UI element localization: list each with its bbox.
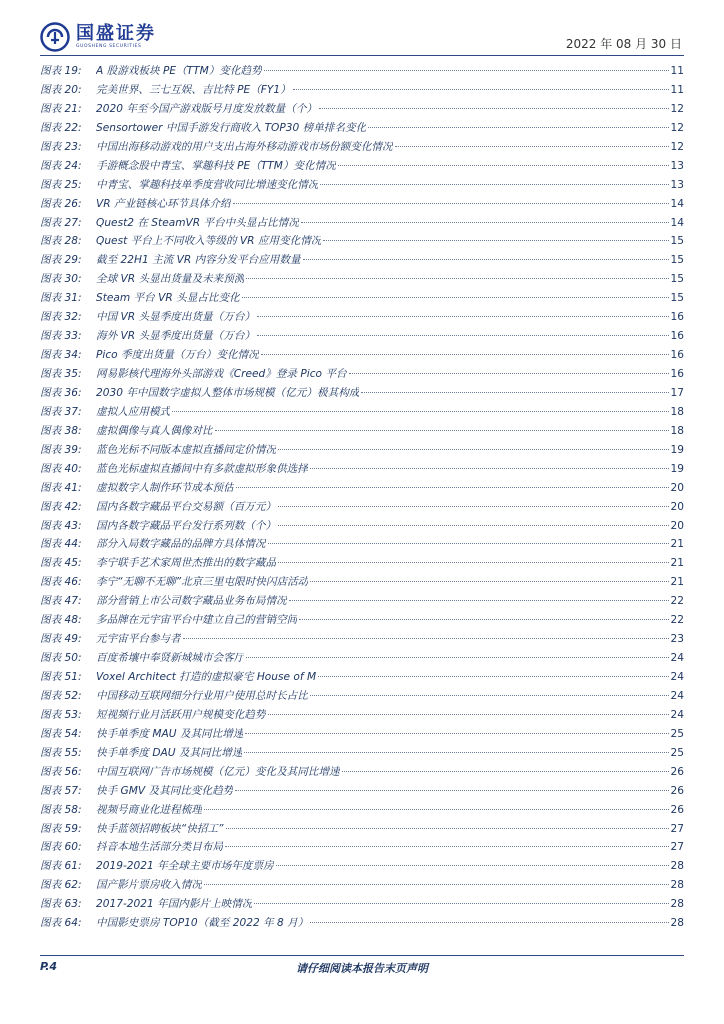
- toc-entry[interactable]: [40, 611, 684, 630]
- toc-entry-label: 图表 56:: [40, 765, 82, 778]
- toc-dot-leader: [303, 259, 669, 260]
- toc-entry-label: 图表 27:: [40, 216, 82, 229]
- toc-entry[interactable]: [40, 820, 684, 839]
- toc-entry-label: 图表 63:: [40, 898, 82, 911]
- toc-dot-leader: [242, 297, 669, 298]
- header-divider: [40, 55, 684, 56]
- toc-entry[interactable]: [40, 100, 684, 119]
- toc-dot-leader: [268, 543, 669, 544]
- toc-entry[interactable]: [40, 668, 684, 687]
- toc-dot-leader: [226, 828, 669, 829]
- toc-dot-leader: [323, 240, 668, 241]
- toc-entry-label: 图表 39:: [40, 443, 82, 456]
- toc-entry[interactable]: [40, 384, 684, 403]
- toc-entry-page: 28: [670, 898, 684, 911]
- toc-entry-page: 16: [670, 330, 684, 343]
- toc-entry-page: 24: [670, 708, 684, 721]
- toc-entry-title: 快手单季度 MAU 及其同比增速: [96, 727, 244, 740]
- toc-entry-title: 蓝色光标虚拟直播间中有多款虚拟形象供选择: [96, 462, 308, 475]
- toc-entry-title: 中国影史票房 TOP10（截至 2022 年 8 月）: [96, 917, 309, 930]
- toc-entry-page: 18: [670, 424, 684, 437]
- toc-entry-page: 25: [670, 746, 684, 759]
- toc-entry[interactable]: [40, 308, 684, 327]
- toc-entry[interactable]: [40, 517, 684, 536]
- toc-entry-label: 图表 24:: [40, 159, 82, 172]
- toc-entry-page: 16: [670, 349, 684, 362]
- toc-entry-page: 17: [670, 386, 684, 399]
- toc-dot-leader: [246, 657, 668, 658]
- figure-index-list: [40, 62, 684, 933]
- toc-entry[interactable]: [40, 195, 684, 214]
- toc-entry-label: 图表 36:: [40, 386, 82, 399]
- toc-entry[interactable]: [40, 157, 684, 176]
- toc-entry-title: 视频号商业化进程梳理: [96, 803, 202, 816]
- toc-dot-leader: [278, 506, 668, 507]
- page-header: [0, 0, 724, 60]
- toc-entry-title: 2020 年至今国产游戏版号月度发放数量（个）: [96, 102, 318, 115]
- toc-entry-label: 图表 47:: [40, 595, 82, 608]
- toc-entry-title: Voxel Architect 打造的虚拟豪宅 House of M: [96, 671, 317, 683]
- toc-entry-page: 15: [670, 273, 684, 286]
- toc-entry[interactable]: [40, 176, 684, 195]
- toc-entry-page: 12: [670, 121, 684, 134]
- toc-dot-leader: [319, 108, 669, 109]
- toc-entry-title: 快手单季度 DAU 及其同比增速: [96, 746, 243, 759]
- toc-entry-label: 图表 50:: [40, 652, 82, 665]
- toc-dot-leader: [204, 884, 669, 885]
- toc-dot-leader: [310, 581, 668, 582]
- toc-entry[interactable]: [40, 119, 684, 138]
- toc-dot-leader: [245, 733, 668, 734]
- toc-entry[interactable]: [40, 289, 684, 308]
- toc-dot-leader: [254, 903, 668, 904]
- toc-entry-page: 15: [670, 235, 684, 248]
- toc-dot-leader: [183, 638, 669, 639]
- toc-entry-page: 15: [670, 292, 684, 305]
- toc-entry-label: 图表 58:: [40, 803, 82, 816]
- toc-dot-leader: [246, 278, 668, 279]
- toc-entry-page: 12: [670, 140, 684, 153]
- toc-entry[interactable]: [40, 327, 684, 346]
- toc-entry[interactable]: [40, 422, 684, 441]
- toc-dot-leader: [342, 771, 669, 772]
- toc-dot-leader: [264, 70, 669, 71]
- toc-entry-label: 图表 31:: [40, 292, 82, 305]
- toc-entry-label: 图表 57:: [40, 784, 82, 797]
- toc-entry-label: 图表 21:: [40, 102, 82, 115]
- toc-entry-title: 元宇宙平台参与者: [96, 633, 181, 646]
- toc-dot-leader: [233, 203, 669, 204]
- toc-entry-label: 图表 54:: [40, 727, 82, 740]
- toc-dot-leader: [310, 468, 669, 469]
- toc-entry-label: 图表 44:: [40, 538, 82, 551]
- toc-entry-label: 图表 26:: [40, 197, 82, 210]
- toc-dot-leader: [172, 411, 668, 412]
- toc-dot-leader: [299, 619, 668, 620]
- toc-entry-title: 全球 VR 头显出货量及未来预测: [96, 273, 245, 286]
- toc-dot-leader: [338, 165, 669, 166]
- toc-entry-page: 26: [670, 803, 684, 816]
- toc-entry-label: 图表 64:: [40, 917, 82, 930]
- toc-entry-page: 22: [670, 614, 684, 627]
- toc-entry-title: 2017-2021 年国内影片上映情况: [96, 898, 253, 911]
- toc-entry-title: 部分营销上市公司数字藏品业务布局情况: [96, 595, 287, 608]
- toc-dot-leader: [368, 127, 668, 128]
- toc-entry-title: 完美世界、三七互娱、吉比特 PE（FY1）: [96, 83, 291, 96]
- toc-entry-title: 虚拟数字人制作环节成本预估: [96, 481, 234, 494]
- toc-entry-title: 截至 22H1 主流 VR 内容分发平台应用数量: [96, 254, 301, 267]
- toc-entry-label: 图表 19:: [40, 65, 82, 77]
- toc-entry[interactable]: [40, 365, 684, 384]
- toc-entry-title: 百度希壤中奉贤新城城市会客厅: [96, 652, 245, 665]
- toc-entry-label: 图表 20:: [40, 83, 82, 96]
- toc-entry-page: 27: [670, 822, 684, 835]
- toc-entry-title: Quest 平台上不同收入等级的 VR 应用变化情况: [96, 235, 322, 248]
- toc-entry-page: 14: [670, 216, 684, 229]
- toc-entry-page: 18: [670, 405, 684, 418]
- toc-entry-title: Pico 季度出货量（万台）变化情况: [96, 349, 259, 362]
- toc-entry-page: 14: [670, 197, 684, 210]
- footer-divider: [40, 955, 684, 956]
- toc-entry-label: 图表 38:: [40, 424, 82, 437]
- toc-entry-page: 23: [670, 633, 684, 646]
- toc-entry-title: A 股游戏板块 PE（TTM）变化趋势: [96, 65, 262, 77]
- brand-name: 国盛证券: [76, 23, 156, 44]
- toc-entry-title: 短视频行业月活跃用户规模变化趋势: [96, 708, 266, 721]
- toc-entry-page: 16: [670, 311, 684, 324]
- toc-entry[interactable]: [40, 460, 684, 479]
- toc-entry-page: 26: [670, 784, 684, 797]
- toc-entry-page: 24: [670, 671, 684, 683]
- brand-logo: [40, 22, 156, 52]
- toc-entry-page: 27: [670, 841, 684, 854]
- toc-entry-page: 11: [670, 83, 684, 96]
- toc-entry-page: 11: [670, 65, 684, 77]
- toc-entry-page: 12: [670, 102, 684, 115]
- toc-entry-title: 中国出海移动游戏的用户支出占海外移动游戏市场份额变化情况: [96, 140, 393, 153]
- toc-entry-page: 28: [670, 917, 684, 930]
- toc-entry-label: 图表 52:: [40, 689, 82, 702]
- toc-entry-title: 虚拟人应用模式: [96, 405, 171, 418]
- toc-dot-leader: [278, 562, 668, 563]
- toc-entry-label: 图表 40:: [40, 462, 82, 475]
- toc-dot-leader: [261, 354, 669, 355]
- toc-entry[interactable]: [40, 251, 684, 270]
- toc-entry[interactable]: [40, 725, 684, 744]
- toc-entry-page: 28: [670, 879, 684, 892]
- toc-entry-title: 李宁联手艺术家周世杰推出的数字藏品: [96, 557, 277, 570]
- toc-entry-label: 图表 46:: [40, 576, 82, 589]
- toc-entry-title: 国内各数字藏品平台发行系列数（个）: [96, 519, 277, 532]
- toc-entry[interactable]: [40, 270, 684, 289]
- toc-entry-label: 图表 62:: [40, 879, 82, 892]
- toc-entry-title: 蓝色光标不同版本虚拟直播间定价情况: [96, 443, 277, 456]
- toc-entry[interactable]: [40, 554, 684, 573]
- toc-entry-page: 20: [670, 481, 684, 494]
- report-date: 2022 年 08 月 30 日: [565, 37, 682, 51]
- toc-entry[interactable]: [40, 81, 684, 100]
- footer-disclaimer: 请仔细阅读本报告末页声明: [296, 962, 428, 975]
- toc-entry-title: VR 产业链核心环节具体介绍: [96, 197, 231, 210]
- toc-entry[interactable]: [40, 138, 684, 157]
- toc-dot-leader: [215, 430, 669, 431]
- toc-entry-label: 图表 32:: [40, 311, 82, 324]
- toc-entry-title: 中国互联网广告市场规模（亿元）变化及其同比增速: [96, 765, 340, 778]
- toc-entry[interactable]: [40, 232, 684, 251]
- toc-entry-page: 13: [670, 178, 684, 191]
- toc-entry-label: 图表 25:: [40, 178, 82, 191]
- toc-entry-label: 图表 51:: [40, 671, 82, 683]
- toc-entry-label: 图表 59:: [40, 822, 82, 835]
- toc-entry-label: 图表 42:: [40, 500, 82, 513]
- toc-dot-leader: [225, 846, 668, 847]
- toc-entry-title: 多品牌在元宇宙平台中建立自己的营销空间: [96, 614, 298, 627]
- toc-entry-label: 图表 43:: [40, 519, 82, 532]
- toc-entry-title: 网易影核代理海外头部游戏《Creed》登录 Pico 平台: [96, 368, 347, 380]
- toc-entry-title: 中国 VR 头显季度出货量（万台）: [96, 311, 256, 324]
- toc-entry[interactable]: [40, 62, 684, 81]
- toc-dot-leader: [244, 752, 668, 753]
- toc-dot-leader: [278, 449, 668, 450]
- toc-entry-title: 部分入局数字藏品的品牌方具体情况: [96, 538, 266, 551]
- toc-entry-label: 图表 35:: [40, 368, 82, 380]
- toc-dot-leader: [236, 487, 669, 488]
- toc-dot-leader: [320, 184, 668, 185]
- toc-dot-leader: [289, 600, 669, 601]
- toc-entry[interactable]: [40, 403, 684, 422]
- brand-subtitle: GUOSHENG SECURITIES: [76, 44, 142, 49]
- toc-entry-label: 图表 48:: [40, 614, 82, 627]
- toc-dot-leader: [257, 335, 668, 336]
- toc-entry[interactable]: [40, 857, 684, 876]
- toc-dot-leader: [301, 222, 669, 223]
- toc-dot-leader: [310, 922, 668, 923]
- toc-entry-title: 国内各数字藏品平台交易额（百万元）: [96, 500, 277, 513]
- toc-entry-label: 图表 30:: [40, 273, 82, 286]
- toc-entry[interactable]: [40, 838, 684, 857]
- toc-entry-label: 图表 28:: [40, 235, 82, 248]
- toc-entry[interactable]: [40, 895, 684, 914]
- toc-dot-leader: [318, 676, 668, 677]
- toc-entry[interactable]: [40, 706, 684, 725]
- toc-dot-leader: [361, 392, 668, 393]
- toc-entry-page: 20: [670, 519, 684, 532]
- toc-entry-page: 28: [670, 860, 684, 873]
- toc-entry[interactable]: [40, 214, 684, 233]
- toc-entry[interactable]: [40, 763, 684, 782]
- toc-entry-page: 21: [670, 538, 684, 551]
- toc-entry-title: 国产影片票房收入情况: [96, 879, 202, 892]
- page-number: P.4: [40, 960, 58, 973]
- toc-entry[interactable]: [40, 876, 684, 895]
- toc-entry-page: 15: [670, 254, 684, 267]
- toc-entry-page: 13: [670, 159, 684, 172]
- toc-entry-title: 2030 年中国数字虚拟人整体市场规模（亿元）极其构成: [96, 386, 360, 399]
- toc-entry[interactable]: [40, 801, 684, 820]
- toc-dot-leader: [235, 790, 668, 791]
- toc-entry[interactable]: [40, 782, 684, 801]
- toc-entry-page: 22: [670, 595, 684, 608]
- toc-entry-title: 抖音本地生活部分类目布局: [96, 841, 224, 854]
- toc-entry[interactable]: [40, 479, 684, 498]
- toc-dot-leader: [349, 373, 669, 374]
- toc-dot-leader: [395, 146, 669, 147]
- toc-entry[interactable]: [40, 535, 684, 554]
- toc-entry-title: Quest2 在 SteamVR 平台中头显占比情况: [96, 216, 299, 229]
- toc-entry-label: 图表 29:: [40, 254, 82, 267]
- toc-entry-label: 图表 23:: [40, 140, 82, 153]
- toc-entry-page: 20: [670, 500, 684, 513]
- toc-entry[interactable]: [40, 687, 684, 706]
- toc-entry-page: 21: [670, 557, 684, 570]
- toc-entry-label: 图表 22:: [40, 121, 82, 134]
- toc-entry[interactable]: [40, 914, 684, 933]
- toc-entry-title: 手游概念股中青宝、掌趣科技 PE（TTM）变化情况: [96, 159, 336, 172]
- toc-entry-page: 16: [670, 368, 684, 380]
- toc-dot-leader: [268, 714, 669, 715]
- toc-dot-leader: [293, 89, 669, 90]
- toc-dot-leader: [204, 809, 669, 810]
- toc-entry-label: 图表 33:: [40, 330, 82, 343]
- toc-entry-label: 图表 45:: [40, 557, 82, 570]
- toc-entry-page: 24: [670, 689, 684, 702]
- toc-dot-leader: [278, 525, 668, 526]
- toc-entry-label: 图表 37:: [40, 405, 82, 418]
- toc-entry-title: 中青宝、掌趣科技单季度营收同比增速变化情况: [96, 178, 319, 191]
- toc-entry[interactable]: [40, 649, 684, 668]
- toc-entry-page: 19: [670, 443, 684, 456]
- toc-entry-title: 虚拟偶像与真人偶像对比: [96, 424, 213, 437]
- toc-entry-label: 图表 53:: [40, 708, 82, 721]
- toc-entry-label: 图表 61:: [40, 860, 82, 873]
- brand-mark-icon: [40, 22, 70, 52]
- toc-entry[interactable]: [40, 573, 684, 592]
- toc-entry[interactable]: [40, 630, 684, 649]
- toc-entry-page: 26: [670, 765, 684, 778]
- toc-entry-title: Sensortower 中国手游发行商收入 TOP30 榜单排名变化: [96, 121, 367, 134]
- toc-entry-title: 快手 GMV 及其同比变化趋势: [96, 784, 234, 797]
- toc-entry-label: 图表 55:: [40, 746, 82, 759]
- toc-entry-title: Steam 平台 VR 头显占比变化: [96, 292, 240, 305]
- toc-entry[interactable]: [40, 441, 684, 460]
- toc-entry[interactable]: [40, 744, 684, 763]
- toc-entry[interactable]: [40, 498, 684, 517]
- toc-entry-title: 李宁“无聊不无聊”北京三里屯限时快闪店活动: [96, 576, 309, 589]
- toc-entry-page: 19: [670, 462, 684, 475]
- toc-entry[interactable]: [40, 592, 684, 611]
- toc-entry[interactable]: [40, 346, 684, 365]
- toc-entry-page: 24: [670, 652, 684, 665]
- toc-entry-title: 2019-2021 年全球主要市场年度票房: [96, 860, 274, 873]
- toc-dot-leader: [276, 865, 669, 866]
- toc-entry-title: 快手蓝领招聘板块“快招工”: [96, 822, 224, 835]
- toc-dot-leader: [310, 695, 669, 696]
- toc-dot-leader: [257, 316, 668, 317]
- toc-entry-label: 图表 34:: [40, 349, 82, 362]
- toc-entry-label: 图表 49:: [40, 633, 82, 646]
- toc-entry-page: 25: [670, 727, 684, 740]
- toc-entry-label: 图表 41:: [40, 481, 82, 494]
- toc-entry-page: 21: [670, 576, 684, 589]
- toc-entry-label: 图表 60:: [40, 841, 82, 854]
- toc-entry-title: 中国移动互联网细分行业用户使用总时长占比: [96, 689, 308, 702]
- toc-entry-title: 海外 VR 头显季度出货量（万台）: [96, 330, 256, 343]
